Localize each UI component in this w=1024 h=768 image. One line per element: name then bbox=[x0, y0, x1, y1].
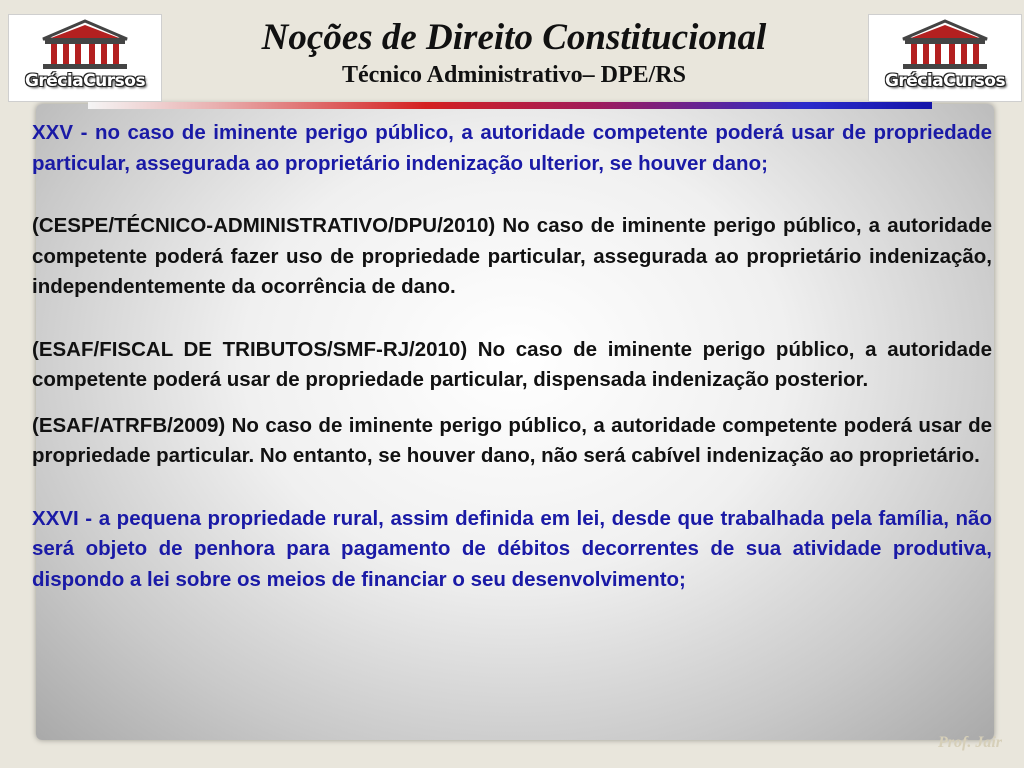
paragraph-xxvi: XXVI - a pequena propriedade rural, assim definida em lei, desde que trabalhada pela família, não será objeto de penhora para pagamento de débitos decorrentes de sua atividade produtiva, dispondo a lei sobre os meios de financiar o seu desenvolvimento; bbox=[32, 506, 992, 591]
slide-title: Noções de Direito Constitucional bbox=[261, 17, 767, 58]
paragraph-xxv: XXV - no caso de iminente perigo público, a autoridade competente poderá usar de propriedade particular, assegurada ao proprietário indenização ulterior, se houver dano; bbox=[32, 121, 992, 175]
logo-right bbox=[868, 14, 1022, 102]
title-divider bbox=[88, 102, 932, 109]
greek-temple-icon bbox=[869, 15, 1021, 75]
author-signature: Prof. Jair bbox=[938, 734, 1002, 751]
slide-content bbox=[32, 118, 992, 595]
paragraph-cespe-dpu: (CESPE/TÉCNICO-ADMINISTRATIVO/DPU/2010) No caso de iminente perigo público, a autoridade competente poderá fazer uso de propriedade particular, assegurada ao proprietário indenização, independentemente da ocorrência de dano. bbox=[32, 214, 992, 298]
logo-left bbox=[8, 14, 162, 102]
paragraph-esaf-atrfb: (ESAF/ATRFB/2009) No caso de iminente perigo público, a autoridade competente poderá usar de propriedade particular. No entanto, se houver dano, não será cabível indenização ao proprietário. bbox=[32, 413, 992, 467]
logo-text: GréciaCursos bbox=[24, 71, 146, 91]
slide-subtitle: Técnico Administrativo– DPE/RS bbox=[341, 62, 686, 88]
greek-temple-icon bbox=[9, 15, 161, 75]
logo-text: GréciaCursos bbox=[884, 71, 1006, 91]
paragraph-esaf-smf: (ESAF/FISCAL DE TRIBUTOS/SMF-RJ/2010) No caso de iminente perigo público, a autoridade competente poderá usar de propriedade particular, dispensada indenização posterior. bbox=[32, 337, 992, 391]
